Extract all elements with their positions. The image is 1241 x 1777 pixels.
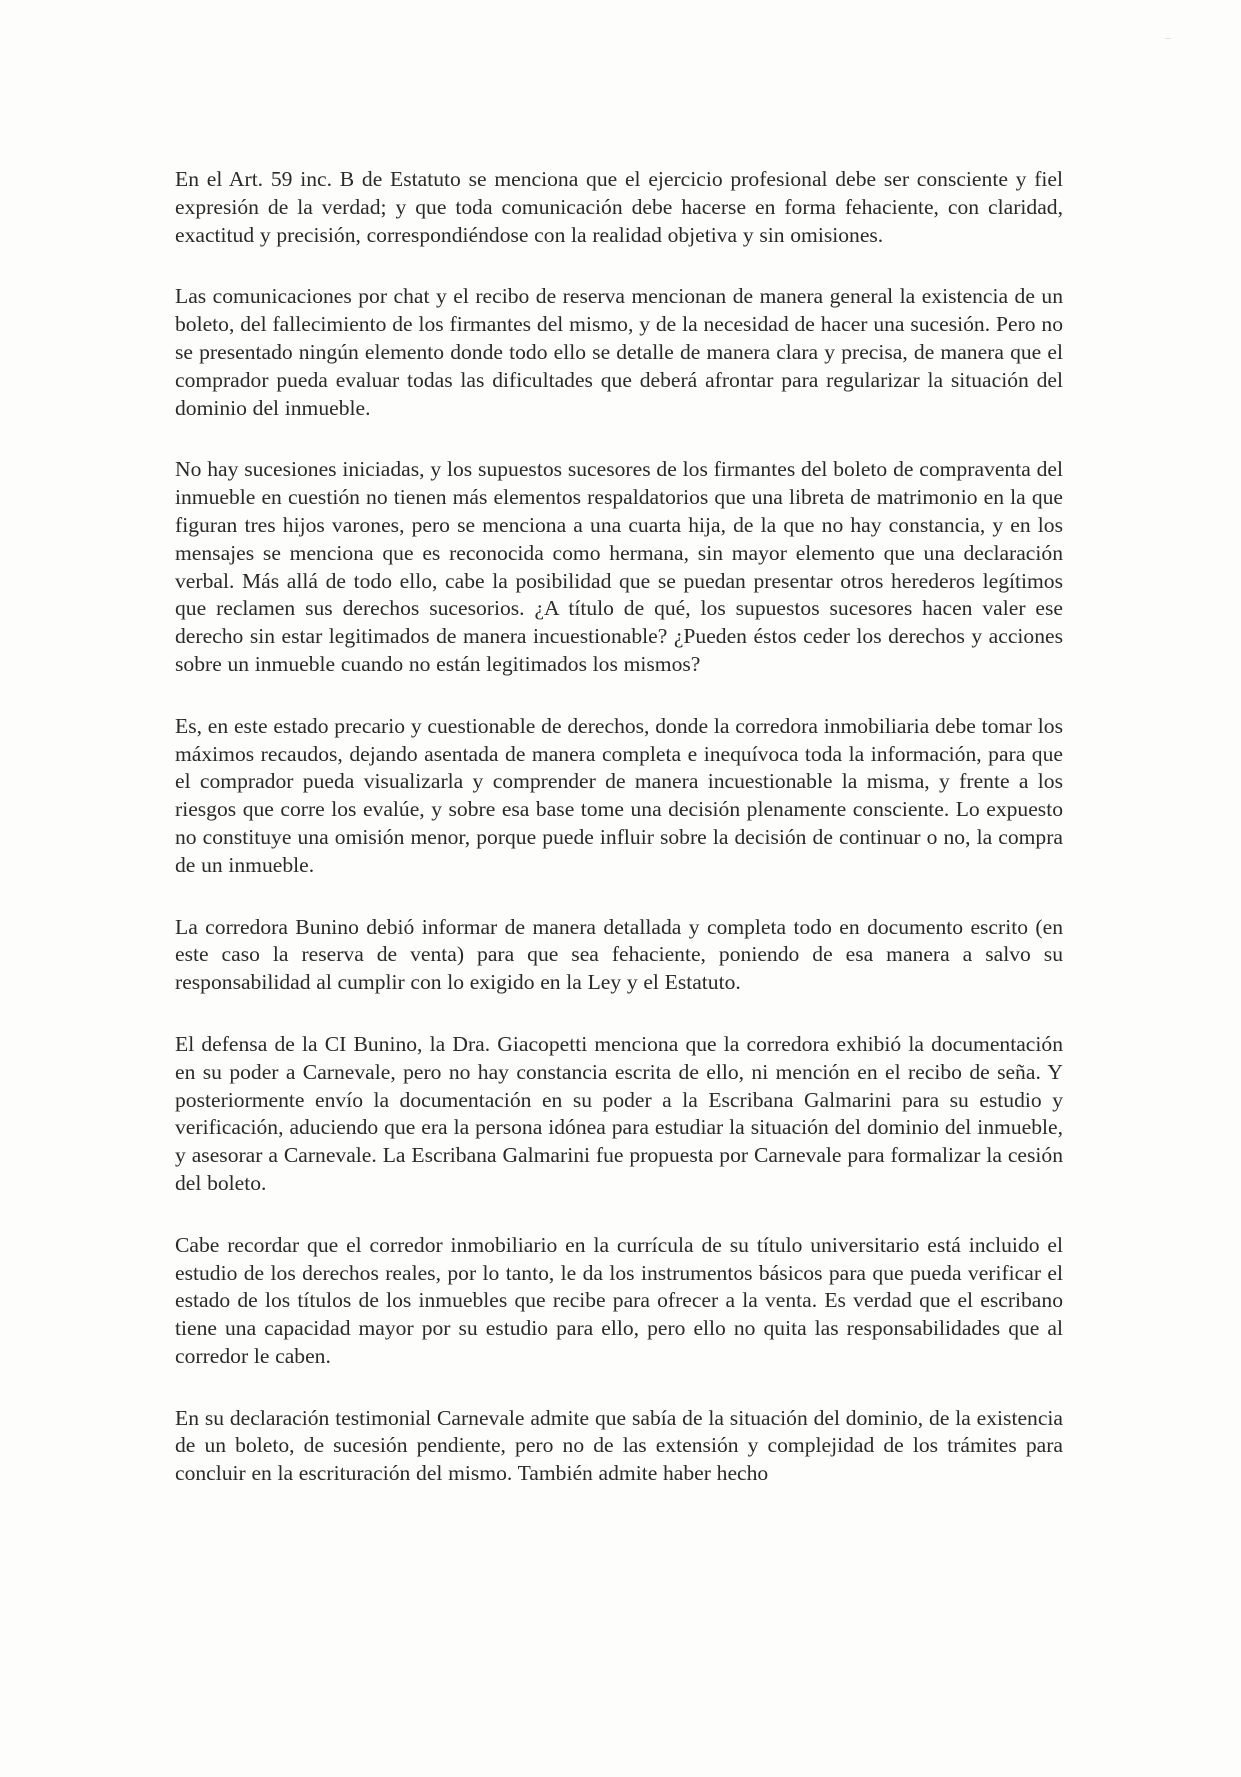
document-body (175, 166, 1063, 1522)
paragraph-corredora-bunino: La corredora Bunino debió informar de manera detallada y completa todo en documento escrito (en este caso la reserva de venta) para que sea fehaciente, poniendo de esa manera a salvo su responsabilidad al cumplir con lo exigido en la Ley y el Estatuto. (175, 914, 1063, 995)
paragraph-sucesiones: No hay sucesiones iniciadas, y los supuestos sucesores de los firmantes del boleto de compraventa del inmueble en cuestión no tienen más elementos respaldatorios que una libreta de matrimonio en la que figuran tres hijos varones, pero se menciona a una cuarta hija, de la que no hay constancia, y en los mensajes se menciona que es reconocida como hermana, sin mayor elemento que una declaración verbal. Más allá de todo ello, cabe la posibilidad que se puedan presentar otros herederos legítimos que reclamen sus derechos sucesorios. ¿A título de qué, los supuestos sucesores hacen valer ese derecho sin estar legitimados de manera incuestionable? ¿Pueden éstos ceder los derechos y acciones sobre un inmueble cuando no están legitimados los mismos? (175, 457, 1063, 676)
paragraph-estado-precario: Es, en este estado precario y cuestionable de derechos, donde la corredora inmobiliaria debe tomar los máximos recaudos, dejando asentada de manera completa e inequívoca toda la información, para que el comprador pueda visualizarla y comprender de manera incuestionable la misma, y frente a los riesgos que corre los evalúe, y sobre esa base tome una decisión plenamente consciente. Lo expuesto no constituye una omisión menor, porque puede influir sobre la decisión de continuar o no, la compra de un inmueble. (175, 713, 1063, 877)
paragraph-defensa-giacopetti: El defensa de la CI Bunino, la Dra. Giacopetti menciona que la corredora exhibió la documentación en su poder a Carnevale, pero no hay constancia escrita de ello, ni mención en el recibo de seña. Y posteriormente envío la documentación en su poder a la Escribana Galmarini para su estudio y verificación, aduciendo que era la persona idónea para estudiar la situación del dominio del inmueble, y asesorar a Carnevale. La Escribana Galmarini fue propuesta por Carnevale para formalizar la cesión del boleto. (175, 1031, 1063, 1195)
paragraph-estatuto-art-59: En el Art. 59 inc. B de Estatuto se menciona que el ejercicio profesional debe ser consciente y fiel expresión de la verdad; y que toda comunicación debe hacerse en forma fehaciente, con claridad, exactitud y precisión, correspondiéndose con la realidad objetiva y sin omisiones. (175, 167, 1063, 247)
paragraph-declaracion-testimonial: En su declaración testimonial Carnevale admite que sabía de la situación del dominio, de la existencia de un boleto, de sucesión pendiente, pero no de las extensión y complejidad de los trámites para concluir en la escrituración del mismo. También admite haber hecho (175, 1405, 1063, 1486)
paragraph-curricula-corredor: Cabe recordar que el corredor inmobiliario en la currícula de su título universitario está incluido el estudio de los derechos reales, por lo tanto, le da los instrumentos básicos para que pueda verificar el estado de los títulos de los inmuebles que recibe para ofrecer a la venta. Es verdad que el escribano tiene una capacidad mayor por su estudio para ello, pero ello no quita las responsabilidades que al corredor le caben. (175, 1232, 1063, 1368)
paragraph-comunicaciones-chat: Las comunicaciones por chat y el recibo de reserva mencionan de manera general la existencia de un boleto, del fallecimiento de los firmantes del mismo, y de la necesidad de hacer una sucesión. Pero no se presentado ningún elemento donde todo ello se detalle de manera clara y precisa, de manera que el comprador pueda evaluar todas las dificultades que deberá afrontar para regularizar la situación del dominio del inmueble. (175, 284, 1063, 420)
scan-artifact (1165, 38, 1171, 39)
